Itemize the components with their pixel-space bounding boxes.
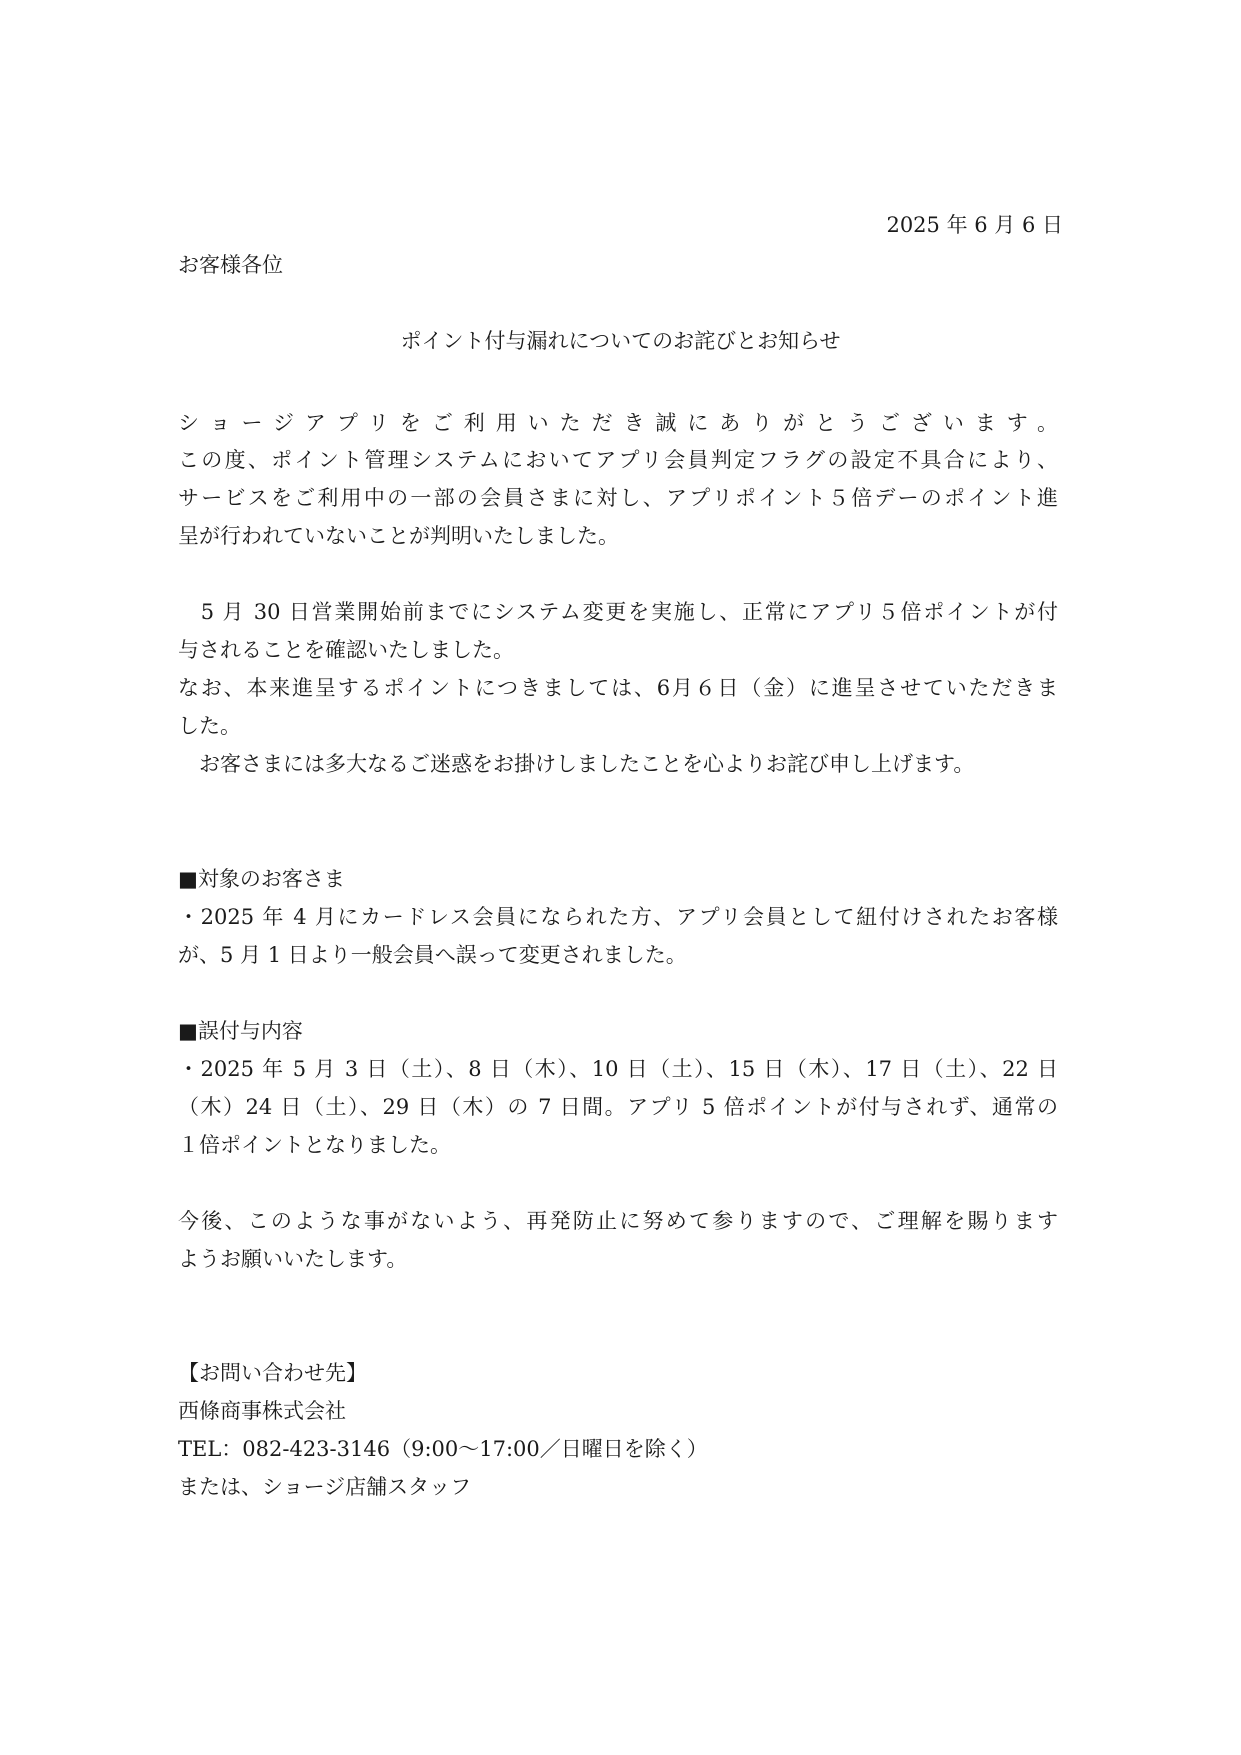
remedy-line-2: 与されることを確認いたしました。 — [178, 638, 514, 662]
remedy-line-5: お客さまには多大なるご迷惑をお掛けしましたことを心よりお詫び申し上げます。 — [178, 752, 975, 776]
remedy-line-4: した。 — [178, 714, 241, 738]
closing-line-2: ようお願いいたします。 — [178, 1247, 408, 1271]
closing-line-1: 今後、このような事がないよう、再発防止に努めて参りますので、ご理解を賜ります — [178, 1209, 1058, 1233]
error-detail-line-1: ・2025 年 5 月 3 日（土）、8 日（木）、10 日（土）、15 日（木）、17 日（土）、22 日 — [178, 1057, 1058, 1081]
intro-line-2: この度、ポイント管理システムにおいてアプリ会員判定フラグの設定不具合により、 — [178, 448, 1058, 472]
target-line-1: ・2025 年 4 月にカードレス会員になられた方、アプリ会員として紐付けされたお客様 — [178, 905, 1058, 929]
error-detail-line-2: （木）24 日（土）、29 日（木）の 7 日間。アプリ 5 倍ポイントが付与されず、通常の — [178, 1095, 1058, 1119]
contact-alt: または、ショージ店舗スタッフ — [178, 1475, 472, 1499]
error-detail-line-3: １倍ポイントとなりました。 — [178, 1133, 451, 1157]
contact-heading: 【お問い合わせ先】 — [178, 1361, 367, 1385]
intro-line-1: ショージアプリをご利用いただき誠にありがとうございます。 — [178, 411, 1058, 435]
document-title: ポイント付与漏れについてのお詫びとお知らせ — [400, 329, 841, 353]
intro-line-4: 呈が行われていないことが判明いたしました。 — [178, 524, 619, 548]
remedy-line-3: なお、本来進呈するポイントにつきましては、6月６日（金）に進呈させていただきま — [178, 676, 1058, 700]
addressee: お客様各位 — [178, 253, 283, 277]
intro-line-3: サービスをご利用中の一部の会員さまに対し、アプリポイント５倍デーのポイント進 — [178, 486, 1058, 510]
contact-company: 西條商事株式会社 — [178, 1399, 346, 1423]
error-detail-heading: ■誤付与内容 — [178, 1019, 303, 1043]
contact-tel: TEL：082-423-3146（9:00～17:00／日曜日を除く） — [178, 1437, 708, 1461]
document-date: 2025 年 6 月 6 日 — [886, 213, 1063, 237]
target-heading: ■対象のお客さま — [178, 867, 345, 891]
target-line-2: が、5 月 1 日より一般会員へ誤って変更されました。 — [178, 943, 687, 967]
remedy-line-1: 5 月 30 日営業開始前までにシステム変更を実施し、正常にアプリ５倍ポイントが付 — [178, 600, 1058, 624]
